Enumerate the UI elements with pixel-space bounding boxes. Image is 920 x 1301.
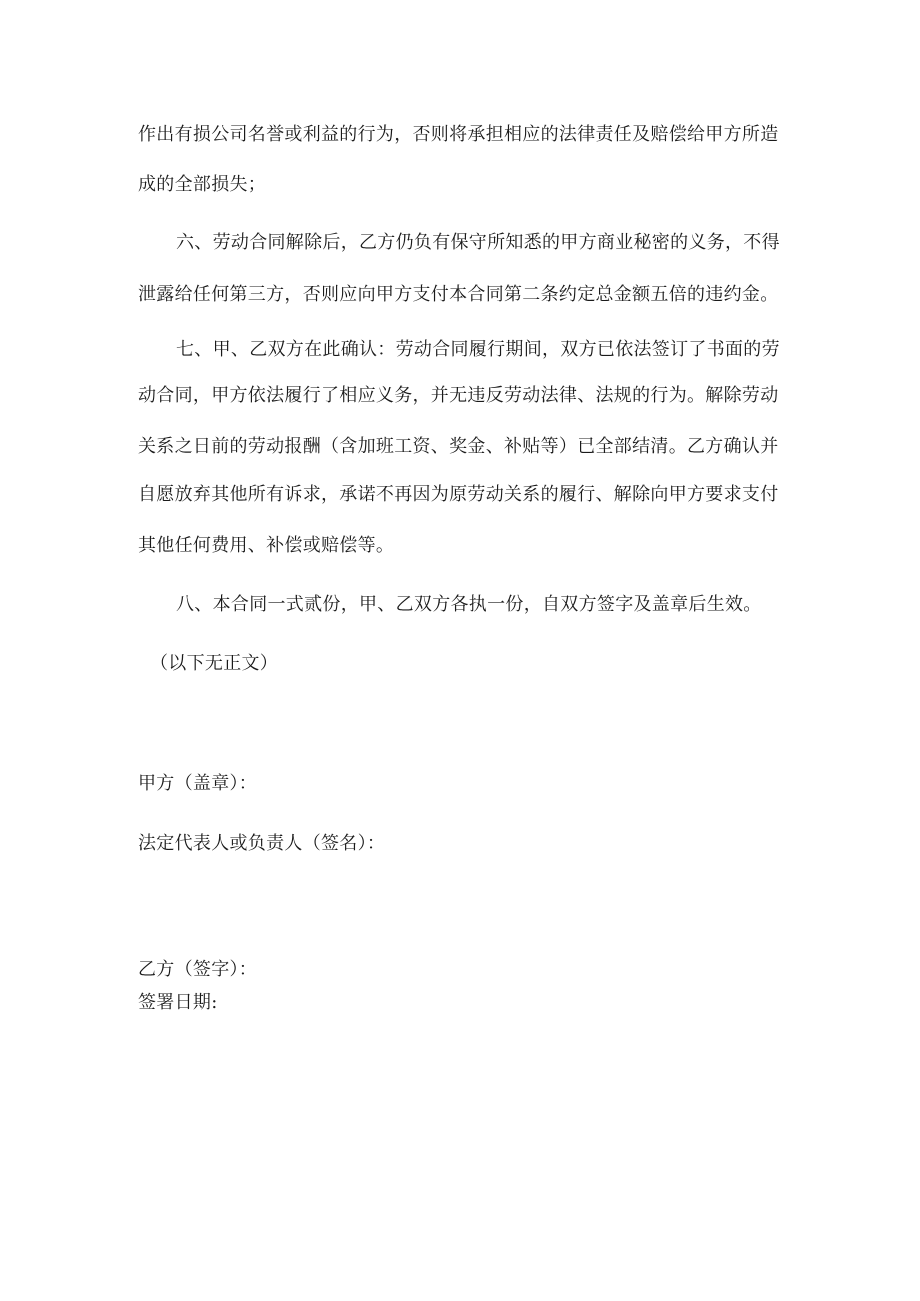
clause7-line-1: 七、甲、乙双方在此确认：劳动合同履行期间，双方已依法签订了书面的劳 bbox=[176, 339, 780, 360]
party-b-signature-label: 乙方（签字）： bbox=[138, 959, 258, 980]
signing-date-label: 签署日期: bbox=[138, 992, 218, 1013]
clause8-line-1: 八、本合同一式贰份，甲、乙双方各执一份，自双方签字及盖章后生效。 bbox=[176, 594, 762, 615]
clause7-line-5: 其他任何费用、补偿或赔偿等。 bbox=[138, 535, 395, 556]
clause7-line-3: 关系之日前的劳动报酬（含加班工资、奖金、补贴等）已全部结清。乙方确认并 bbox=[138, 436, 779, 457]
legal-representative-signature-label: 法定代表人或负责人（签名）： bbox=[138, 833, 386, 854]
clause7-line-2: 动合同，甲方依法履行了相应义务，并无违反劳动法律、法规的行为。解除劳动 bbox=[138, 385, 779, 406]
end-of-text-note: （以下无正文） bbox=[150, 653, 279, 674]
clause5-line-1: 作出有损公司名誉或利益的行为，否则将承担相应的法律责任及赔偿给甲方所造 bbox=[138, 124, 779, 145]
clause5-line-2: 成的全部损失； bbox=[138, 174, 267, 195]
party-a-seal-label: 甲方（盖章）： bbox=[138, 773, 258, 794]
clause6-line-1: 六、劳动合同解除后，乙方仍负有保守所知悉的甲方商业秘密的义务，不得 bbox=[176, 232, 780, 253]
clause6-line-2: 泄露给任何第三方，否则应向甲方支付本合同第二条约定总金额五倍的违约金。 bbox=[138, 284, 779, 305]
clause7-line-4: 自愿放弃其他所有诉求，承诺不再因为原劳动关系的履行、解除向甲方要求支付 bbox=[138, 484, 779, 505]
